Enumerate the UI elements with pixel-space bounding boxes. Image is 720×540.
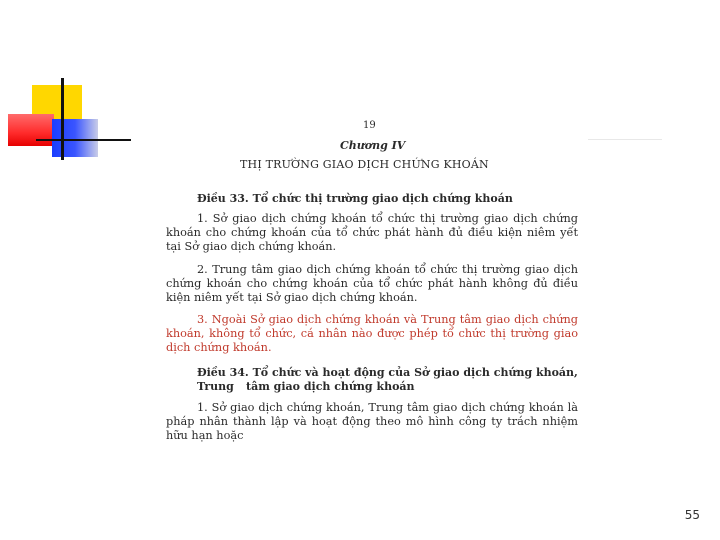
- document-page-number: 19: [363, 120, 376, 131]
- decor-red-rectangle: [8, 114, 54, 146]
- article-34-paragraph-1-text: 1. Sở giao dịch chứng khoán, Trung tâm giao dịch chứng khoán là pháp nhân thành lập và hoạt động theo mô hình công ty trách nhiệm hữu hạn hoặc: [166, 401, 578, 442]
- article-33-paragraph-3-text: 3. Ngoài Sở giao dịch chứng khoán và Trung tâm giao dịch chứng khoán, không tổ chức, cá nhân nào được phép tổ chức thị trường giao dịch chứng khoán.: [166, 313, 578, 354]
- article-34-paragraph-1: [166, 401, 578, 443]
- article-33-paragraph-3: [166, 313, 578, 355]
- chapter-title: Chương IV: [340, 139, 406, 152]
- document-scan: [160, 114, 580, 442]
- decor-blue-rectangle: [52, 119, 98, 157]
- article-33-paragraph-2-text: 2. Trung tâm giao dịch chứng khoán tổ chức thị trường giao dịch chứng khoán cho chứng khoán của tổ chức phát hành không đủ điều kiện niêm yết tại Sở giao dịch chứng khoán.: [166, 263, 578, 304]
- article-33-title: Điều 33. Tổ chức thị trường giao dịch chứng khoán: [197, 192, 513, 205]
- article-34-title-line-2: tâm giao dịch chứng khoán: [246, 380, 415, 393]
- article-33-paragraph-2: [166, 263, 578, 305]
- article-34-title-line-1: Điều 34. Tổ chức và hoạt động của Sở giao dịch chứng khoán, Trung: [197, 366, 578, 393]
- decor-vertical-line: [61, 78, 64, 160]
- article-33-paragraph-1-text: 1. Sở giao dịch chứng khoán tổ chức thị trường giao dịch chứng khoán cho chứng khoán của tổ chức phát hành đủ điều kiện niêm yết tại Sở giao dịch chứng khoán.: [166, 212, 578, 253]
- decor-faint-line: [588, 139, 662, 140]
- section-heading: THỊ TRƯỜNG GIAO DỊCH CHỨNG KHOÁN: [240, 158, 489, 171]
- article-33-paragraph-1: [166, 212, 578, 254]
- slide-number: 55: [684, 508, 700, 522]
- decor-horizontal-line: [36, 139, 131, 141]
